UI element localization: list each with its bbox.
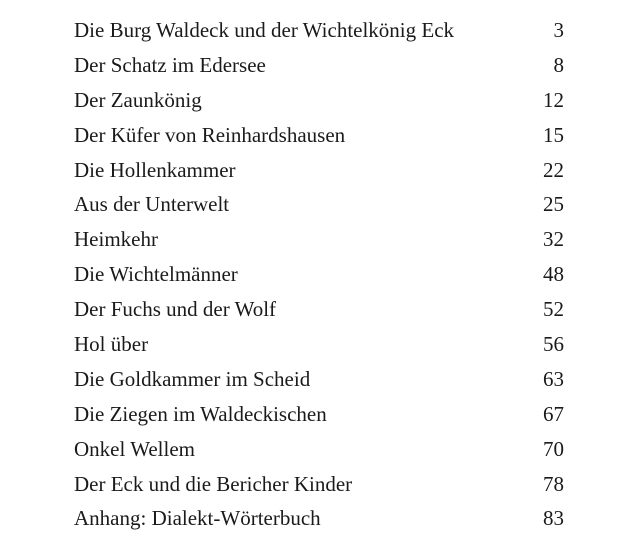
toc-entry-page: 15 (543, 122, 564, 147)
toc-entry (74, 397, 564, 432)
toc-entry-title: Anhang: Dialekt-Wörterbuch (74, 506, 321, 531)
toc-entry (74, 362, 564, 397)
toc-entry (74, 118, 564, 153)
toc-entry-title: Die Hollenkammer (74, 157, 236, 182)
toc-entry-title: Onkel Wellem (74, 436, 195, 461)
toc-entry-title: Die Burg Waldeck und der Wichtelkönig Eck (74, 18, 455, 42)
toc-entry (74, 187, 564, 222)
toc-entry (74, 257, 564, 292)
toc-entry-page: 8 (553, 52, 564, 77)
toc-entry (74, 501, 564, 536)
toc-entry (74, 327, 564, 362)
toc-entry-title: Der Eck und die Bericher Kinder (74, 471, 353, 496)
toc-entry-page: 48 (543, 262, 564, 287)
toc-entry-title: Der Zaunkönig (74, 87, 202, 112)
toc-entry-page: 67 (543, 401, 564, 426)
toc-entry-title: Die Wichtelmänner (74, 262, 238, 287)
toc-entry-title: Heimkehr (74, 227, 158, 252)
toc-entry-title: Aus der Unterwelt (74, 192, 230, 217)
toc-entry-page: 56 (543, 332, 564, 357)
toc-entry-page: 22 (543, 157, 564, 182)
toc-entry-title: Der Schatz im Edersee (74, 52, 266, 77)
toc-entry (74, 83, 564, 118)
toc-entry-page: 12 (543, 87, 564, 112)
toc-entry (74, 222, 564, 257)
toc-entry (74, 13, 564, 48)
toc-entry-title: Der Fuchs und der Wolf (74, 297, 277, 322)
toc-entry-page: 3 (553, 18, 564, 42)
toc-entry (74, 48, 564, 83)
toc-entry (74, 153, 564, 188)
toc-entry (74, 467, 564, 502)
table-of-contents (74, 13, 564, 536)
toc-entry-page: 83 (543, 506, 564, 531)
toc-entry-page: 78 (543, 471, 564, 496)
toc-entry (74, 432, 564, 467)
toc-entry-page: 52 (543, 297, 564, 322)
toc-entry-title: Die Goldkammer im Scheid (74, 366, 311, 391)
toc-entry-title: Hol über (74, 332, 149, 357)
toc-entry-title: Die Ziegen im Waldeckischen (74, 401, 327, 426)
toc-entry-page: 32 (543, 227, 564, 252)
toc-entry (74, 292, 564, 327)
toc-entry-page: 70 (543, 436, 564, 461)
toc-entry-page: 63 (543, 366, 564, 391)
toc-entry-page: 25 (543, 192, 564, 217)
toc-entry-title: Der Küfer von Reinhardshausen (74, 122, 346, 147)
